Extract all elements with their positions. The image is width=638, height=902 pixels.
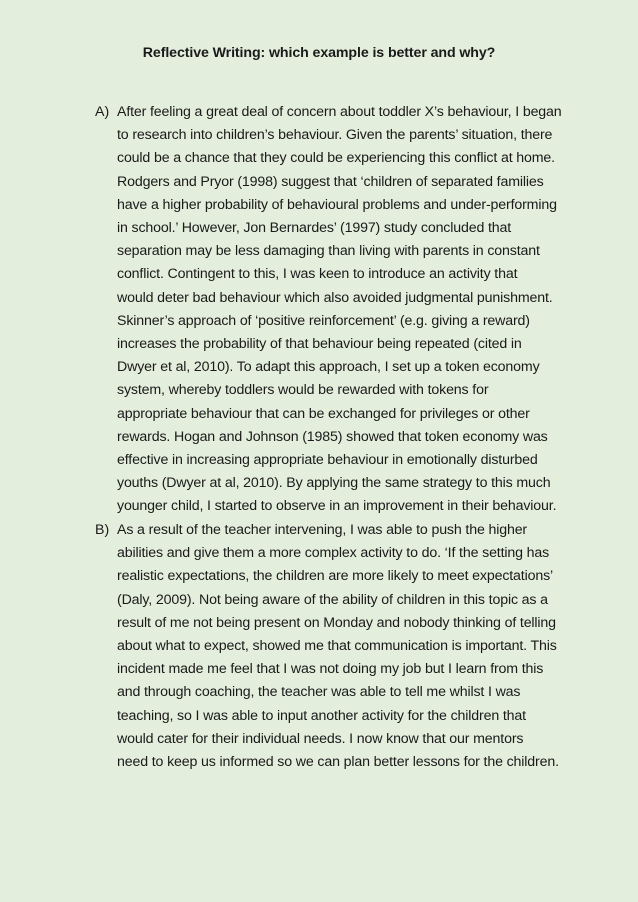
text-line: After feeling a great deal of concern about toddler X’s behaviour, I began xyxy=(117,104,562,120)
text-line: result of me not being present on Monday and nobody thinking of telling xyxy=(117,614,556,631)
text-line: Dwyer et al, 2010). To adapt this approach, I set up a token economy xyxy=(117,359,540,376)
text-line: abilities and give them a more complex activity to do. ‘If the setting has xyxy=(117,545,550,562)
text-line: As a result of the teacher intervening, I was able to push the higher xyxy=(117,522,528,538)
text-line: would deter bad behaviour which also avoided judgmental punishment. xyxy=(117,289,553,306)
text-line: separation may be less damaging than living with parents in constant xyxy=(117,243,540,260)
text-line: to research into children’s behaviour. Given the parents’ situation, there xyxy=(117,127,553,144)
text-line: could be a chance that they could be experiencing this conflict at home. xyxy=(117,150,555,167)
text-line: increases the probability of that behaviour being repeated (cited in xyxy=(117,336,522,353)
text-line: in school.’ However, Jon Bernardes’ (1997) study concluded that xyxy=(117,220,512,237)
text-line: Skinner’s approach of ‘positive reinforcement’ (e.g. giving a reward) xyxy=(117,312,530,329)
text-line: youths (Dwyer at al, 2010). By applying the same strategy to this much xyxy=(117,475,551,492)
text-line: effective in increasing appropriate behaviour in emotionally disturbed xyxy=(117,452,538,469)
text-line: rewards. Hogan and Johnson (1985) showed that token economy was xyxy=(117,428,548,445)
text-line: appropriate behaviour that can be exchanged for privileges or other xyxy=(117,405,530,422)
paragraph-a xyxy=(117,101,577,519)
text-line: (Daly, 2009). Not being aware of the ability of children in this topic as a xyxy=(117,591,548,608)
document-title: Reflective Writing: which example is better and why? xyxy=(142,45,496,61)
text-line: conflict. Contingent to this, I was keen to introduce an activity that xyxy=(117,266,518,283)
text-line: would cater for their individual needs. I now know that our mentors xyxy=(117,730,524,747)
text-line: Rodgers and Pryor (1998) suggest that ‘children of separated families xyxy=(117,173,544,190)
text-line: about what to expect, showed me that communication is important. This xyxy=(117,638,557,655)
text-line: teaching, so I was able to input another activity for the children that xyxy=(117,707,526,724)
text-line: incident made me feel that I was not doing my job but I learn from this xyxy=(117,661,544,678)
text-line: need to keep us informed so we can plan better lessons for the children. xyxy=(117,754,559,771)
text-line: younger child, I started to observe in an improvement in their behaviour. xyxy=(117,498,557,515)
text-line: realistic expectations, the children are more likely to meet expectations’ xyxy=(117,568,554,585)
list-marker-a: A) xyxy=(95,104,110,120)
text-line: system, whereby toddlers would be rewarded with tokens for xyxy=(117,382,489,399)
list-marker-b: B) xyxy=(95,522,110,538)
paragraph-b xyxy=(117,519,577,774)
text-line: and through coaching, the teacher was able to tell me whilst I was xyxy=(117,684,521,701)
text-line: have a higher probability of behavioural problems and under-performing xyxy=(117,196,557,213)
